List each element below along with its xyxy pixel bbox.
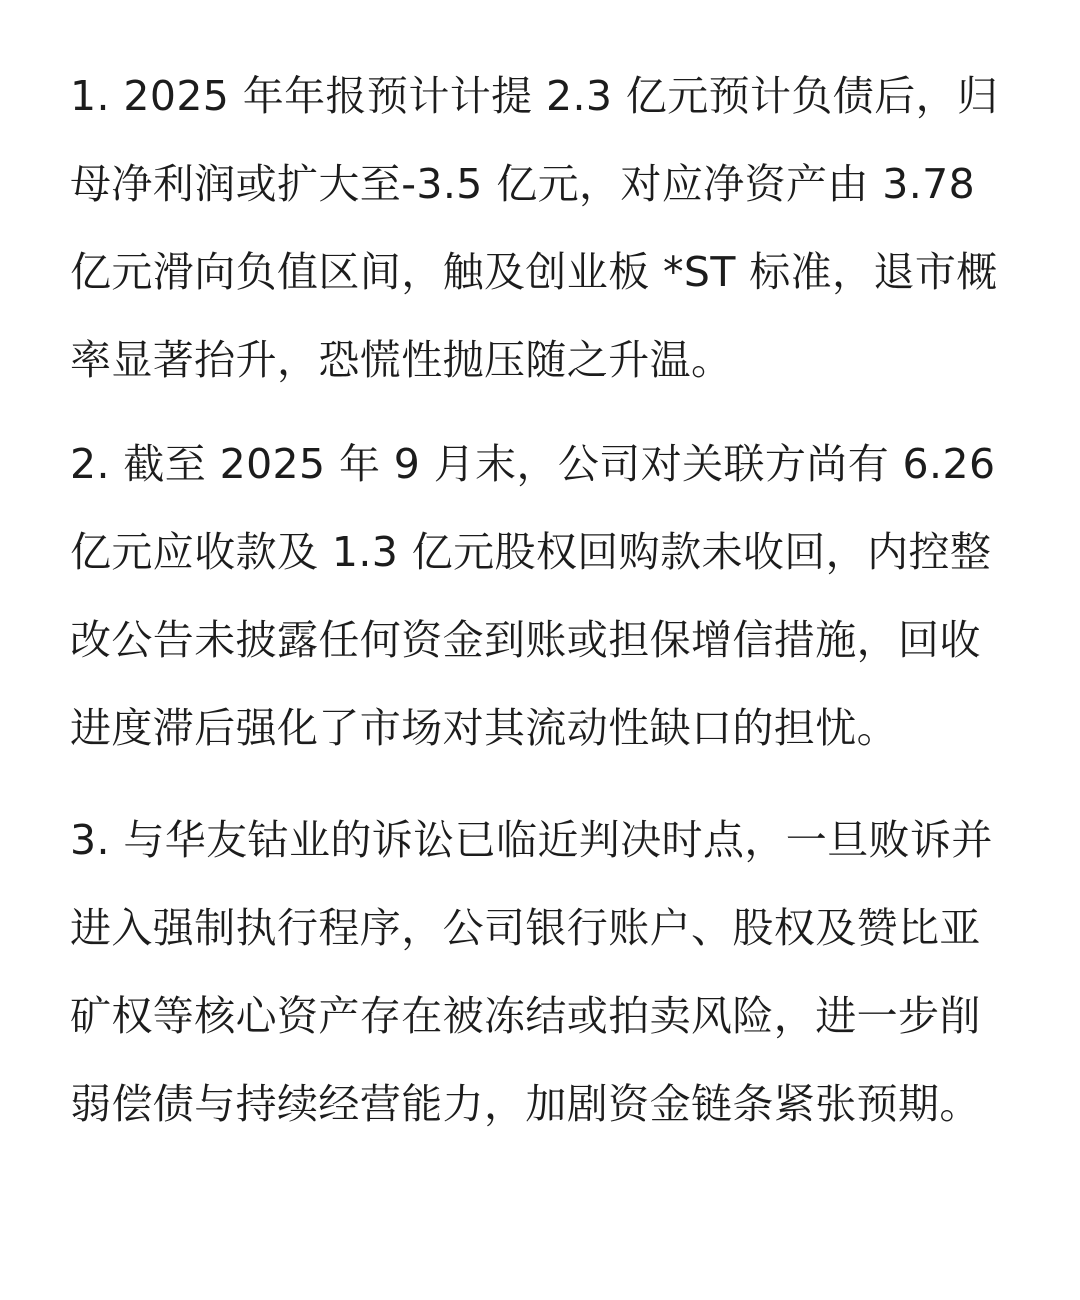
article-body: [70, 52, 1015, 1150]
paragraph-3: 3. 与华友钴业的诉讼已临近判决时点，一旦败诉并进入强制执行程序，公司银行账户、股权及赞比亚矿权等核心资产存在被冻结或拍卖风险，进一步削弱偿债与持续经营能力，加剧资金链条紧张预期。: [70, 816, 993, 1128]
paragraph-1: 1. 2025 年年报预计计提 2.3 亿元预计负债后，归母净利润或扩大至-3.5 亿元，对应净资产由 3.78 亿元滑向负值区间，触及创业板 *ST 标准，退市概率显著抬升，恐慌性抛压随之升温。: [70, 72, 999, 384]
paragraph-2: 2. 截至 2025 年 9 月末，公司对关联方尚有 6.26 亿元应收款及 1.3 亿元股权回购款未收回，内控整改公告未披露任何资金到账或担保增信措施，回收进度滞后强化了市场对其流动性缺口的担忧。: [70, 440, 996, 752]
